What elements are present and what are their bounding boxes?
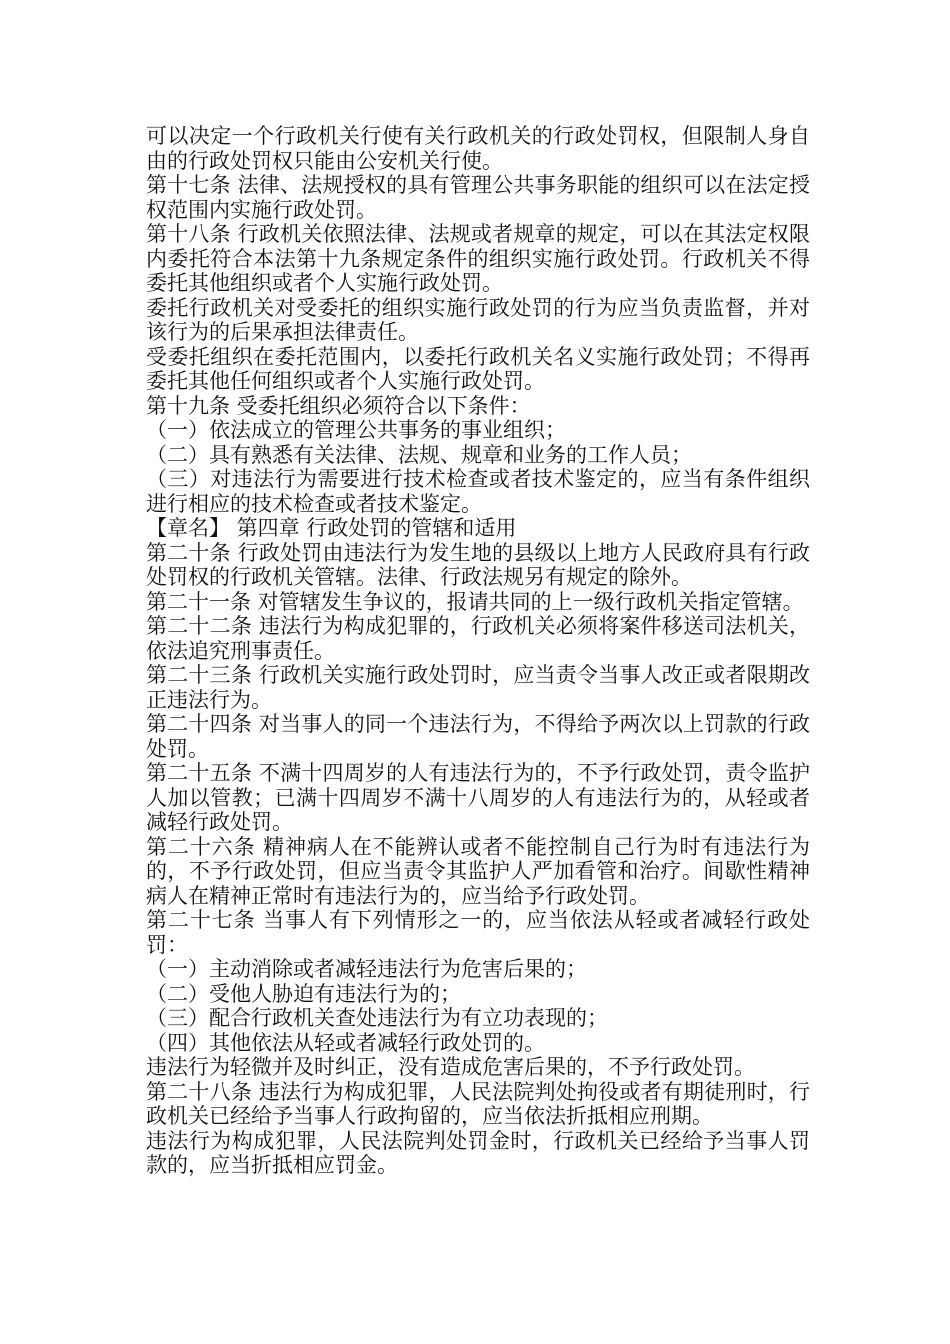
article-17: 第十七条 法律、法规授权的具有管理公共事务职能的组织可以在法定授权范围内实施行政处罚。 (146, 173, 810, 222)
chapter-heading: 【章名】 第四章 行政处罚的管辖和适用 (146, 516, 517, 540)
article-20: 第二十条 行政处罚由违法行为发生地的县级以上地方人民政府具有行政处罚权的行政机关管辖。法律、行政法规另有规定的除外。 (146, 540, 810, 589)
article-25: 第二十五条 不满十四周岁的人有违法行为的，不予行政处罚，责令监护人加以管教；已满十四周岁不满十八周岁的人有违法行为的，从轻或者减轻行政处罚。 (146, 761, 810, 834)
article-28: 第二十八条 违法行为构成犯罪，人民法院判处拘役或者有期徒刑时，行政机关已经给予当事人行政拘留的，应当依法折抵相应刑期。 (146, 1079, 810, 1128)
article-24: 第二十四条 对当事人的同一个违法行为，不得给予两次以上罚款的行政处罚。 (146, 712, 810, 761)
article-22: 第二十二条 违法行为构成犯罪的，行政机关必须将案件移送司法机关，依法追究刑事责任。 (146, 614, 810, 663)
article-19: 第十九条 受委托组织必须符合以下条件： (146, 393, 531, 418)
article-18: 第十八条 行政机关依照法律、法规或者规章的规定，可以在其法定权限内委托符合本法第十九条规定条件的组织实施行政处罚。行政机关不得委托其他组织或者个人实施行政处罚。 (146, 222, 810, 295)
article-27: 第二十七条 当事人有下列情形之一的，应当依法从轻或者减轻行政处罚： (146, 908, 810, 957)
article-18-clause-3: 受委托组织在委托范围内，以委托行政机关名义实施行政处罚；不得再委托其他任何组织或者个人实施行政处罚。 (146, 344, 810, 393)
article-26: 第二十六条 精神病人在不能辨认或者不能控制自己行为时有违法行为的，不予行政处罚，但应当责令其监护人严加看管和治疗。间歇性精神病人在精神正常时有违法行为的，应当给予行政处罚。 (146, 834, 810, 908)
article-27-item-2: （二）受他人胁迫有违法行为的； (146, 981, 461, 1006)
article-27-item-1: （一）主动消除或者减轻违法行为危害后果的； (146, 957, 587, 981)
article-19-item-2: （二）具有熟悉有关法律、法规、规章和业务的工作人员； (146, 442, 692, 467)
document-body (146, 124, 810, 1178)
article-19-item-1: （一）依法成立的管理公共事务的事业组织； (146, 418, 566, 442)
article-23: 第二十三条 行政机关实施行政处罚时，应当责令当事人改正或者限期改正违法行为。 (146, 663, 810, 712)
article-28-clause-2: 违法行为构成犯罪，人民法院判处罚金时，行政机关已经给予当事人罚款的，应当折抵相应罚金。 (146, 1128, 810, 1177)
article-27-item-4: （四）其他依法从轻或者减轻行政处罚的。 (146, 1030, 545, 1055)
article-18-clause-2: 委托行政机关对受委托的组织实施行政处罚的行为应当负责监督，并对该行为的后果承担法律责任。 (146, 295, 810, 344)
article-27-item-3: （三）配合行政机关查处违法行为有立功表现的； (146, 1006, 608, 1030)
article-27-clause-2: 违法行为轻微并及时纠正，没有造成危害后果的，不予行政处罚。 (146, 1055, 755, 1079)
article-21: 第二十一条 对管辖发生争议的，报请共同的上一级行政机关指定管辖。 (146, 589, 804, 614)
paragraph-continuation: 可以决定一个行政机关行使有关行政机关的行政处罚权，但限制人身自由的行政处罚权只能由公安机关行使。 (146, 124, 810, 173)
article-19-item-3: （三）对违法行为需要进行技术检查或者技术鉴定的，应当有条件组织进行相应的技术检查或者技术鉴定。 (146, 467, 810, 516)
